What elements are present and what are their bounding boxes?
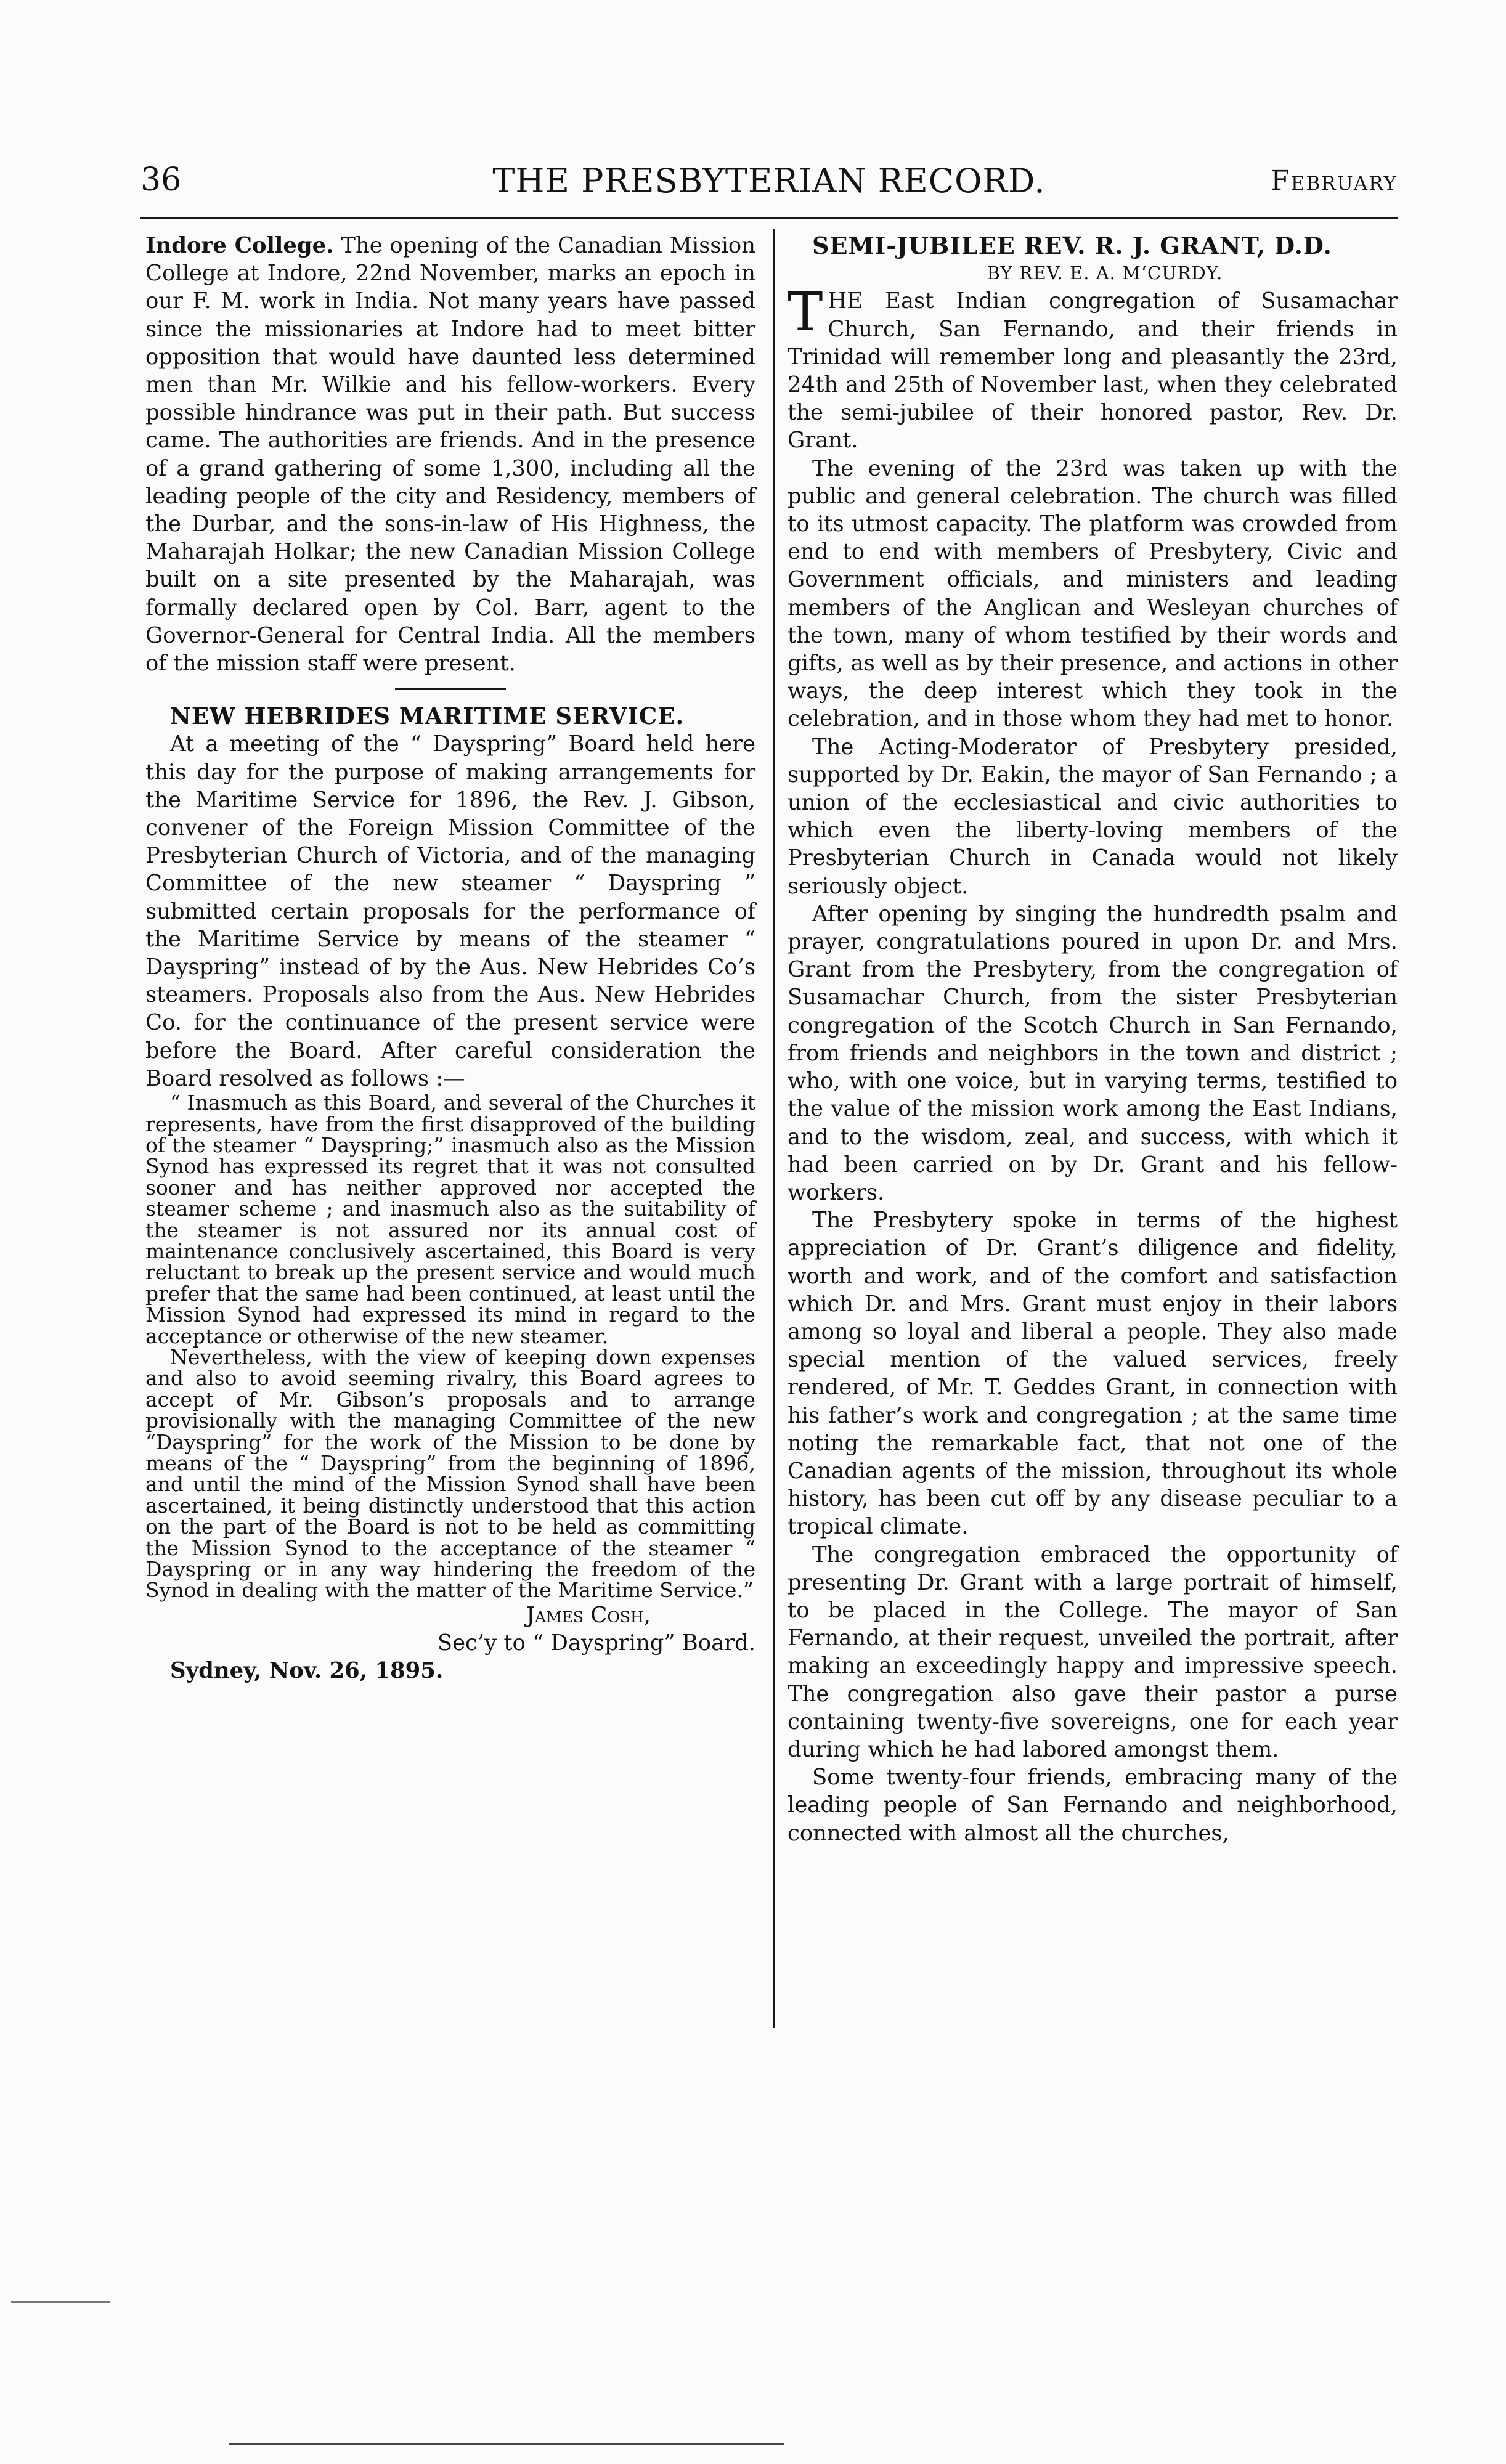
issue-month: February bbox=[1271, 165, 1398, 197]
jubilee-paragraph: The evening of the 23rd was taken up with the public and general celebration. The church was filled to its utmost capacity. The platform was crowded from end to end with members of Presbytery, Civic and Government officials, and ministers and leading members of the Anglican and Wesleyan churches of the town, many of whom testified by their words and gifts, as well as by their presence, and actions in other ways, the deep interest which they took in the celebration, and in those whom they had met to honor. bbox=[788, 455, 1398, 732]
right-column bbox=[788, 232, 1398, 1847]
page-number: 36 bbox=[140, 161, 182, 198]
indore-text: The opening of the Canadian Mission College at Indore, 22nd November, marks an epoch in our F. M. work in India. Not many years have passed since the missionaries at Indore had to meet bitter opposition that would have daunted less determined men than Mr. Wilkie and his fellow-workers. Every possible hindrance was put in their path. But success came. The authorities are friends. And in the presence of a grand gathering of some 1,300, including all the leading people of the city and Residency, members of the Durbar, and the sons-in-law of His Highness, the Maharajah Holkar; the new Canadian Mission College built on a site presented by the Maharajah, was formally declared open by Col. Barr, agent to the Governor-General for Central India. All the members of the mission staff were present. bbox=[145, 233, 755, 677]
resolution-paragraph: “ Inasmuch as this Board, and several of the Churches it represents, have from the first disapproved of the building of the steamer “ Dayspring;” inasmuch also as the Mission Synod has expressed its regret that it was not consulted sooner and has neither approved nor accepted the steamer scheme ; and inasmuch also as the suitability of the steamer is not assured nor its annual cost of maintenance conclusively ascertained, this Board is very reluctant to break up the present service and would much prefer that the same had been continued, at least until the Mission Synod had expressed its mind in regard to the acceptance or otherwise of the new steamer. bbox=[145, 1091, 755, 1348]
margin-mark bbox=[11, 2301, 110, 2303]
dateline: Sydney, Nov. 26, 1895. bbox=[170, 1658, 444, 1684]
resolution-paragraph: Nevertheless, with the view of keeping down expenses and also to avoid seeming rivalry, this Board agrees to accept of Mr. Gibson’s proposals and to arrange provisionally with the managing Committee of the new “Dayspring” for the work of the Mission to be done by means of the “ Dayspring” from the beginning of 1896, and until the mind of the Mission Synod shall have been ascertained, it being distinctly understood that this action on the part of the Board is not to be held as committing the Mission Synod to the acceptance of the steamer “ Dayspring or in any way hindering the freedom of the Synod in dealing with the matter of the Maritime Service.” bbox=[145, 1344, 755, 1603]
jubilee-paragraph: Some twenty-four friends, embracing many of the leading people of San Fernando and neighborhood, connected with almost all the churches, bbox=[788, 1765, 1398, 1846]
footer-rule bbox=[229, 2443, 784, 2445]
jubilee-paragraph: The congregation embraced the opportunity of presenting Dr. Grant with a large portrait of himself, to be placed in the College. The mayor of San Fernando, at their request, unveiled the portrait, after making an exceedingly happy and impressive speech. The congregation also gave their pastor a purse containing twenty-five sovereigns, one for each year during which he had labored amongst them. bbox=[788, 1542, 1398, 1762]
jubilee-paragraph: The Presbytery spoke in terms of the highest appreciation of Dr. Grant’s diligence and fidelity, worth and work, and of the comfort and satisfaction which Dr. and Mrs. Grant must enjoy in their labors among so loyal and liberal a people. They also made special mention of the valued services, freely rendered, of Mr. T. Geddes Grant, in connection with his father’s work and congregation ; at the same time noting the remarkable fact, that not one of the Canadian agents of the mission, throughout its whole history, has been cut off by any disease peculiar to a tropical climate. bbox=[788, 1208, 1398, 1540]
jubilee-paragraph: After opening by singing the hundredth psalm and prayer, congratulations poured in upon Dr. and Mrs. Grant from the Presbytery, from the congregation of Susamachar Church, from the sister Presbyterian congregation of the Scotch Church in San Fernando, from friends and neighbors in the town and district ; who, with one voice, but in varying terms, testified to the value of the mission work among the East Indians, and to the wisdom, zeal, and success, with which it had been carried on by Dr. Grant and his fellow-workers. bbox=[788, 901, 1398, 1205]
hebrides-paragraph: At a meeting of the “ Dayspring” Board held here this day for the purpose of making arrangements for the Maritime Service for 1896, the Rev. J. Gibson, convener of the Foreign Mission Committee of the Presbyterian Church of Victoria, and of the managing Committee of the new steamer “ Dayspring ” submitted certain proposals for the performance of the Maritime Service by means of the steamer “ Dayspring” instead of by the Aus. New Hebrides Co’s steamers. Proposals also from the Aus. New Hebrides Co. for the continuance of the present service were before the Board. After careful consideration the Board resolved as follows :— bbox=[145, 731, 755, 1091]
signature-title: Sec’y to “ Dayspring” Board. bbox=[437, 1630, 755, 1656]
section-divider bbox=[395, 688, 506, 690]
jubilee-paragraph: THE East Indian congregation of Susamachar Church, San Fernando, and their friends in Trinidad will remember long and pleasantly the 23rd, 24th and 25th of November last, when they celebrated the semi-jubilee of their honored pastor, Rev. Dr. Grant. bbox=[788, 282, 1398, 453]
jubilee-paragraph: The Acting-Moderator of Presbytery presided, supported by Dr. Eakin, the mayor of San Fernando ; a union of the ecclesiastical and civic authorities to which even the liberty-loving members of the Presbyterian Church in Canada would not likely seriously object. bbox=[788, 734, 1398, 899]
jubilee-heading: SEMI-JUBILEE REV. R. J. GRANT, D.D. bbox=[812, 232, 1332, 259]
indore-side-label: Indore College. bbox=[145, 233, 334, 258]
header-rule bbox=[140, 217, 1398, 219]
byline: BY REV. E. A. M‘CURDY. bbox=[987, 262, 1223, 284]
drop-cap: T bbox=[788, 282, 823, 344]
column-divider bbox=[773, 229, 775, 2028]
indore-article bbox=[145, 232, 755, 677]
journal-title: THE PRESBYTERIAN RECORD. bbox=[492, 161, 1046, 200]
running-header bbox=[140, 161, 1398, 205]
left-column bbox=[145, 232, 755, 1685]
hebrides-heading: NEW HEBRIDES MARITIME SERVICE. bbox=[170, 702, 685, 730]
signature-name: James Cosh, bbox=[526, 1602, 651, 1628]
